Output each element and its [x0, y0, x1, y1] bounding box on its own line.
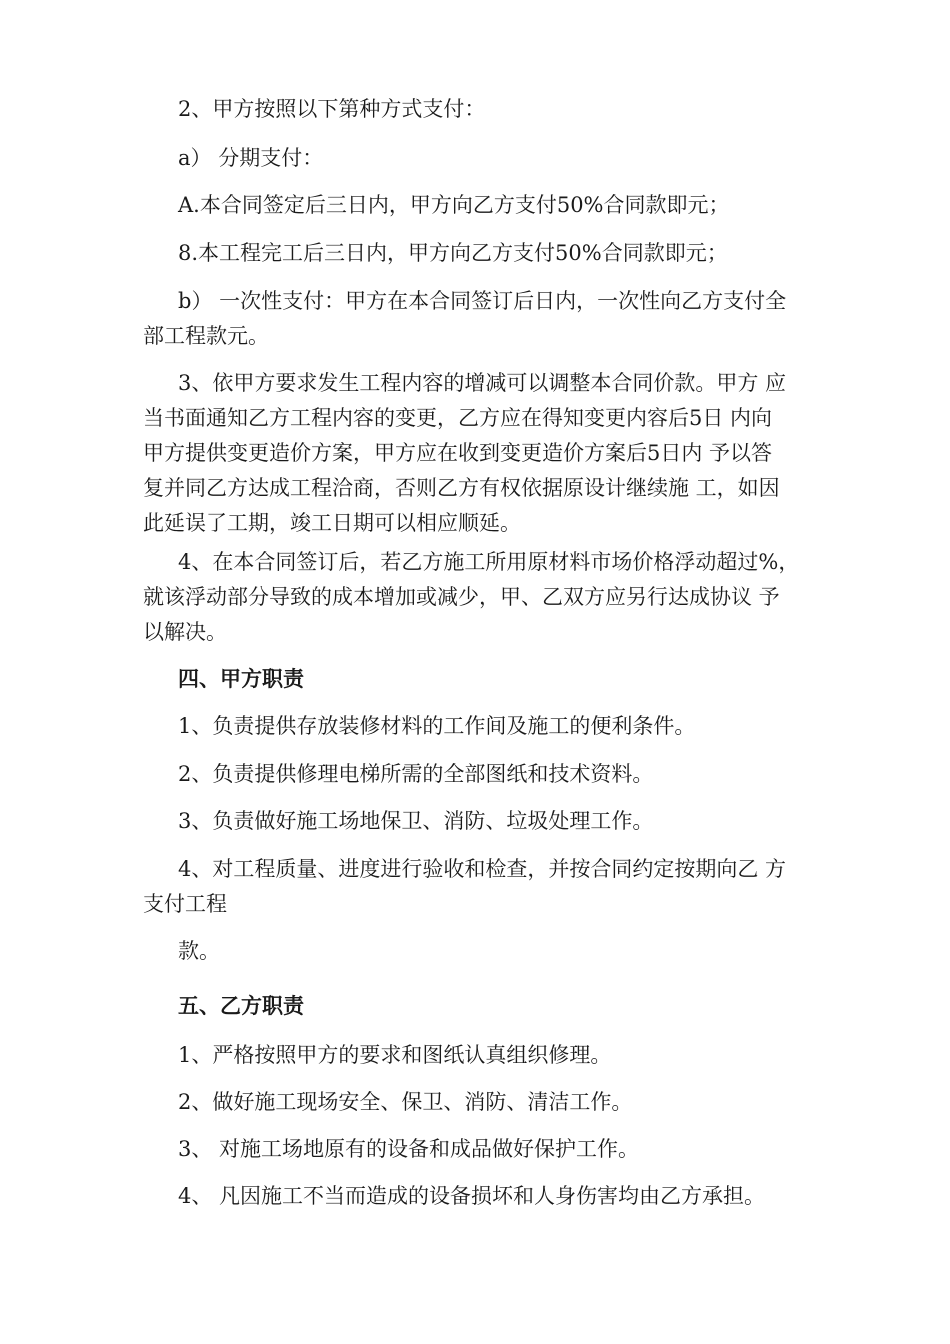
text-line: 4、对工程质量、进度进行验收和检查，并按合同约定按期向乙 方	[178, 857, 787, 881]
text-line: 以解决。	[143, 620, 227, 644]
text-line: a） 分期支付：	[178, 146, 324, 170]
text-line: 8.本工程完工后三日内，甲方向乙方支付50%合同款即元；	[178, 241, 728, 265]
party-a-duty-4	[143, 852, 833, 922]
section-heading-party-a	[143, 661, 833, 696]
text-line: b） 一次性支付：甲方在本合同签订后日内，一次性向乙方支付全	[178, 289, 787, 313]
text-line: 2、甲方按照以下第种方式支付：	[178, 97, 486, 121]
text-line: 当书面通知乙方工程内容的变更，乙方应在得知变更内容后5日 内向	[143, 406, 773, 430]
price-adjustment-clause	[143, 366, 833, 541]
text-line: 3、依甲方要求发生工程内容的增减可以调整本合同价款。甲方 应	[178, 371, 787, 395]
party-a-duty-4-continued	[143, 934, 833, 969]
text-line: 此延误了工期，竣工日期可以相应顺延。	[143, 511, 521, 535]
text-line: 款。	[178, 939, 220, 963]
party-b-duty-1	[143, 1038, 833, 1073]
text-line: 1、负责提供存放装修材料的工作间及施工的便利条件。	[178, 714, 696, 738]
text-line: 4、 凡因施工不当而造成的设备损坏和人身伤害均由乙方承担。	[178, 1184, 766, 1208]
party-a-duty-3	[143, 804, 833, 839]
lump-sum-payment-clause	[143, 284, 833, 354]
heading-text: 四、甲方职责	[178, 666, 304, 691]
text-line: A.本合同签定后三日内，甲方向乙方支付50%合同款即元；	[178, 193, 730, 217]
party-b-duty-4	[143, 1179, 833, 1214]
text-line: 甲方提供变更造价方案，甲方应在收到变更造价方案后5日内 予以答	[143, 441, 773, 465]
installment-clause-a	[143, 188, 833, 223]
party-b-duty-3	[143, 1132, 833, 1167]
text-line: 支付工程	[143, 892, 227, 916]
payment-method-clause	[143, 92, 833, 127]
section-heading-party-b	[143, 988, 833, 1023]
text-line: 复并同乙方达成工程洽商，否则乙方有权依据原设计继续施 工，如因	[143, 476, 780, 500]
text-line: 2、做好施工现场安全、保卫、消防、清洁工作。	[178, 1090, 633, 1114]
party-a-duty-1	[143, 709, 833, 744]
text-line: 部工程款元。	[143, 324, 269, 348]
material-price-clause	[143, 545, 833, 650]
heading-text: 五、乙方职责	[178, 993, 304, 1018]
party-a-duty-2	[143, 757, 833, 792]
text-line: 1、严格按照甲方的要求和图纸认真组织修理。	[178, 1043, 612, 1067]
text-line: 3、负责做好施工场地保卫、消防、垃圾处理工作。	[178, 809, 654, 833]
text-line: 3、 对施工场地原有的设备和成品做好保护工作。	[178, 1137, 640, 1161]
text-line: 就该浮动部分导致的成本增加或减少，甲、乙双方应另行达成协议 予	[143, 585, 780, 609]
text-line: 2、负责提供修理电梯所需的全部图纸和技术资料。	[178, 762, 654, 786]
installment-payment-label	[143, 141, 833, 176]
party-b-duty-2	[143, 1085, 833, 1120]
installment-clause-b	[143, 236, 833, 271]
text-line: 4、在本合同签订后，若乙方施工所用原材料市场价格浮动超过%，	[178, 550, 800, 574]
